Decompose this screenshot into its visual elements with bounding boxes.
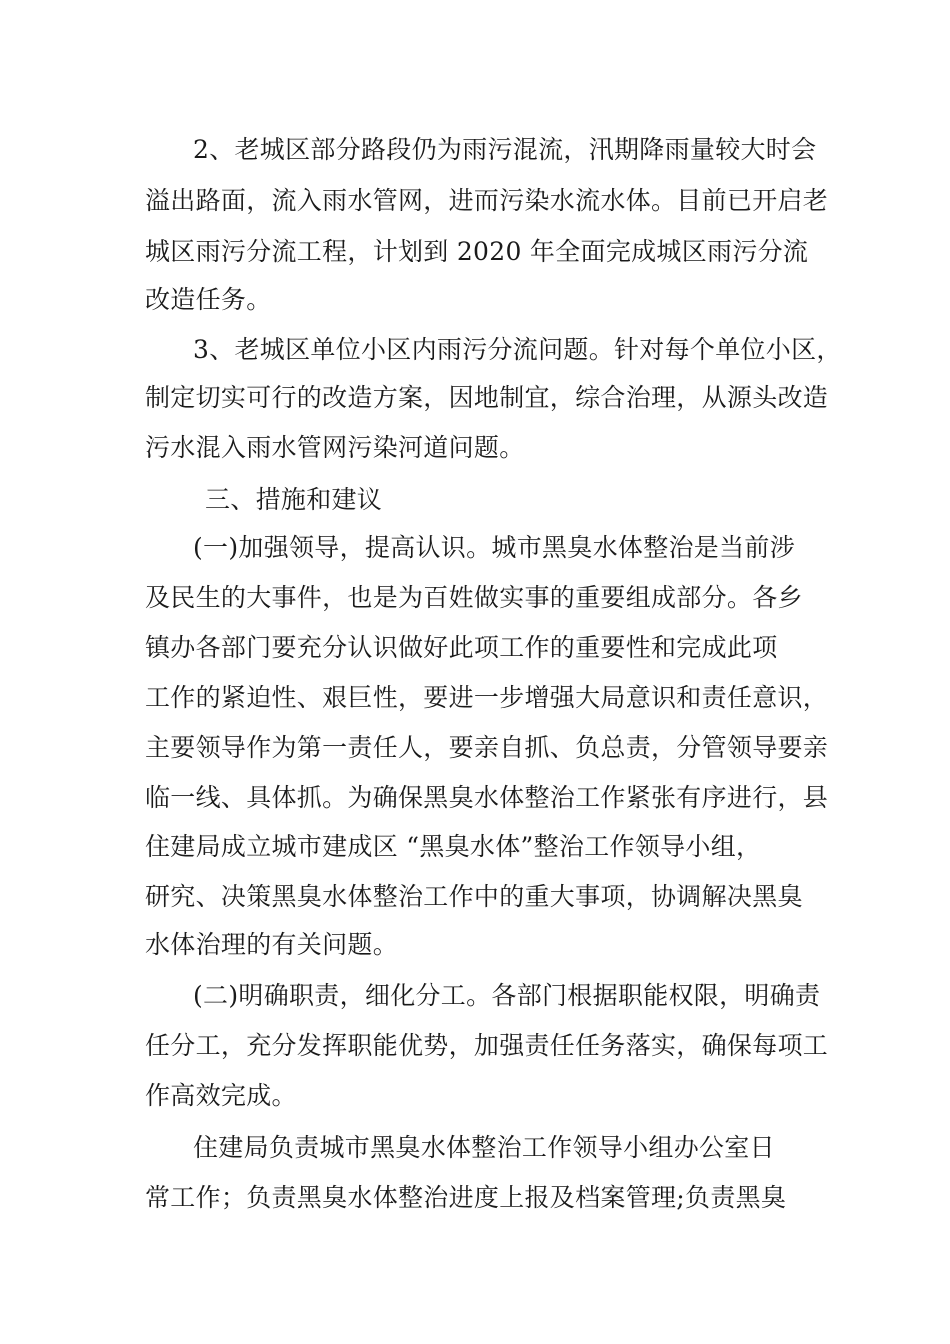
measure-2-line-3: 作高效完成。 <box>145 1081 297 1110</box>
measure-1-line-2: 及民生的大事件，也是为百姓做实事的重要组成部分。各乡 <box>145 583 803 612</box>
measure-2-line-1: (二)明确职责，细化分工。各部门根据职能权限，明确责 <box>193 981 821 1010</box>
measure-1-line-1: (一)加强领导，提高认识。城市黑臭水体整治是当前涉 <box>193 533 796 562</box>
measure-1-line-7: 住建局成立城市建成区 “黑臭水体”整治工作领导小组， <box>145 832 762 861</box>
measure-1-line-8: 研究、决策黑臭水体整治工作中的重大事项，协调解决黑臭 <box>145 882 803 911</box>
paragraph-3-line-3: 污水混入雨水管网污染河道问题。 <box>145 433 525 462</box>
housing-bureau-line-1: 住建局负责城市黑臭水体整治工作领导小组办公室日 <box>193 1133 775 1162</box>
section-heading: 三、措施和建议 <box>205 485 383 514</box>
measure-2-line-2: 任分工，充分发挥职能优势，加强责任任务落实，确保每项工 <box>145 1031 829 1060</box>
paragraph-3-line-1: 3、老城区单位小区内雨污分流问题。针对每个单位小区， <box>193 335 842 364</box>
paragraph-2-line-3: 城区雨污分流工程，计划到 2020 年全面完成城区雨污分流 <box>145 237 809 266</box>
paragraph-2-line-4: 改造任务。 <box>145 285 272 314</box>
housing-bureau-line-2: 常工作；负责黑臭水体整治进度上报及档案管理;负责黑臭 <box>145 1183 787 1212</box>
measure-1-line-3: 镇办各部门要充分认识做好此项工作的重要性和完成此项 <box>145 633 778 662</box>
measure-1-line-5: 主要领导作为第一责任人，要亲自抓、负总责，分管领导要亲 <box>145 733 829 762</box>
measure-1-line-6: 临一线、具体抓。为确保黑臭水体整治工作紧张有序进行，县 <box>145 783 829 812</box>
measure-1-line-9: 水体治理的有关问题。 <box>145 930 399 959</box>
paragraph-2-line-1: 2、老城区部分路段仍为雨污混流，汛期降雨量较大时会 <box>193 135 817 164</box>
measure-1-line-4: 工作的紧迫性、艰巨性，要进一步增强大局意识和责任意识， <box>145 683 829 712</box>
paragraph-2-line-2: 溢出路面，流入雨水管网，进而污染水流水体。目前已开启老 <box>145 186 829 215</box>
paragraph-3-line-2: 制定切实可行的改造方案，因地制宜，综合治理，从源头改造 <box>145 383 829 412</box>
